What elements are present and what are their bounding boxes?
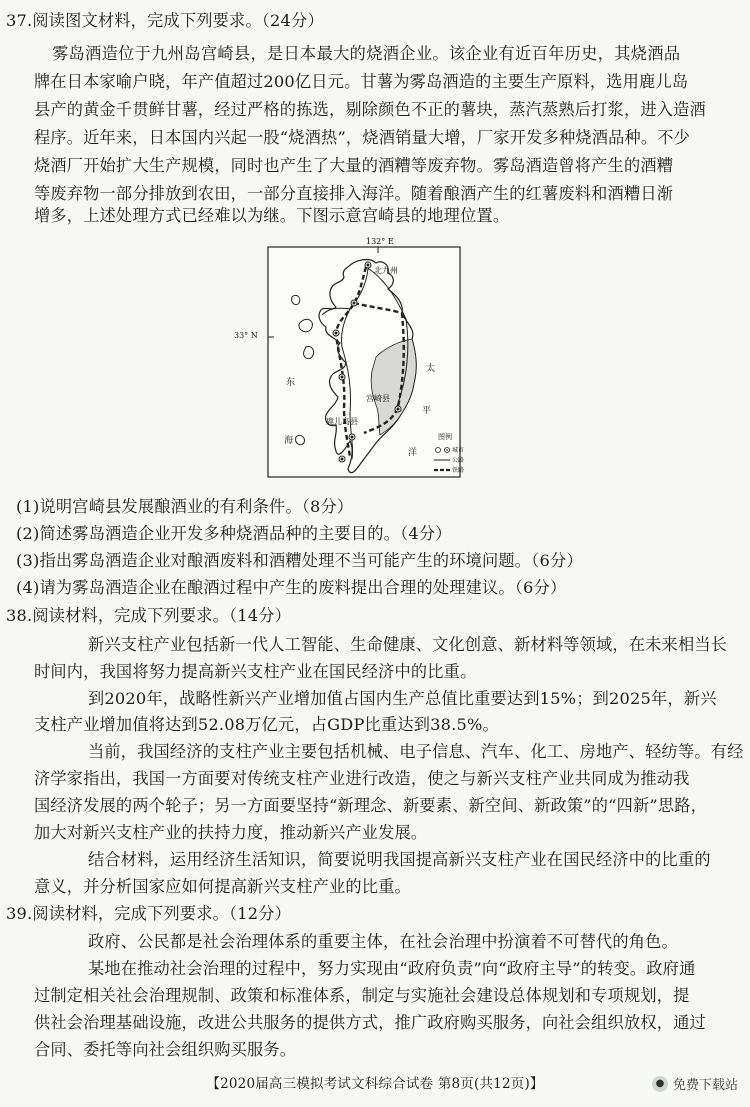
watermark: [652, 1074, 738, 1093]
q38-line-4: 支柱产业增加值将达到52.08万亿元，占GDP比重达到38.5%。: [34, 715, 499, 734]
q38-line-9: 结合材料，运用经济生活知识，简要说明我国提高新兴支柱产业在国民经济中的比重的: [88, 850, 711, 869]
q37-line-2: 牌在日本家喻户晓，年产值超过200亿日元。甘薯为雾岛酒造的主要生产原料，选用鹿儿岛: [34, 72, 689, 91]
q38-line-10: 意义，并分析国家应如何提高新兴支柱产业的比重。: [34, 877, 411, 896]
q37-sub-4: (4)请为雾岛酒造企业在酿酒过程中产生的废料提出合理的处理建议。（6分）: [16, 578, 567, 597]
q37-line-3: 县产的黄金千贯鲜甘薯，经过严格的拣选，剔除颜色不正的薯块，蒸汽蒸熟后打浆，进入造酒: [34, 100, 706, 119]
label-pacific-3: 洋: [408, 448, 418, 458]
svg-text:铁路: 铁路: [452, 467, 465, 474]
q38-line-6: 济学家指出，我国一方面要对传统支柱产业进行改造，使之与新兴支柱产业共同成为推动我: [34, 769, 690, 788]
lat-label: 33° N: [234, 331, 258, 340]
label-pacific-1: 太: [426, 364, 436, 374]
q38-line-5: 当前，我国经济的支柱产业主要包括机械、电子信息、汽车、化工、房地产、轻纺等。有经: [88, 742, 744, 761]
q39-line-5: 合同、委托等向社会组织购买服务。: [34, 1040, 297, 1059]
q37-line-4: 程序。近年来，日本国内兴起一股“烧酒热”，烧酒销量大增，厂家开发多种烧酒品种。不少: [34, 128, 691, 147]
q37-line-6: 等废弃物一部分排放到农田，一部分直接排入海洋。随着酿酒产生的红薯废料和酒糟日渐: [34, 184, 674, 203]
label-kitakyushu: 北九州: [374, 266, 398, 275]
q37-line-5: 烧酒厂开始扩大生产规模，同时也产生了大量的酒糟等废弃物。雾岛酒造曾将产生的酒糟: [34, 156, 674, 175]
q37-line-7: 增多，上述处理方式已经难以为继。下图示意宫崎县的地理位置。: [34, 206, 510, 225]
wechat-icon: ●: [652, 1076, 668, 1092]
lon-label: 132° E: [366, 237, 394, 246]
q39-heading: 39.阅读材料，完成下列要求。（12分）: [6, 904, 292, 923]
page-footer: 【2020届高三模拟考试文科综合试卷 第8页(共12页)】: [206, 1076, 544, 1092]
q39-line-1: 政府、公民都是社会治理体系的重要主体，在社会治理中扮演着不可替代的角色。: [88, 932, 678, 951]
label-miyazaki: 宫崎县: [366, 394, 390, 403]
svg-text:图例: 图例: [438, 433, 452, 441]
watermark-text: 免费下载站: [672, 1078, 738, 1093]
svg-text:公路: 公路: [452, 457, 465, 464]
label-pacific-2: 平: [422, 406, 432, 416]
q37-heading: 37.阅读图文材料，完成下列要求。（24分）: [6, 11, 324, 30]
label-east-sea-1: 东: [286, 378, 296, 388]
q38-heading: 38.阅读材料，完成下列要求。（14分）: [6, 606, 292, 625]
q39-line-3: 过制定相关社会治理规制、政策和标准体系，制定与实施社会建设总体规划和专项规划，提: [34, 986, 690, 1005]
miyazaki-location-map: [234, 237, 476, 482]
q37-line-1: 雾岛酒造位于九州岛宫崎县，是日本最大的烧酒企业。该企业有近百年历史，其烧酒品: [52, 44, 681, 63]
q39-line-2: 某地在推动社会治理的过程中，努力实现由“政府负责”向“政府主导”的转变。政府通: [88, 959, 696, 978]
q38-line-3: 到2020年，战略性新兴产业增加值占国内生产总值比重要达到15%；到2025年，新兴: [88, 689, 717, 708]
q37-sub-3: (3)指出雾岛酒造企业对酿酒废料和酒糟处理不当可能产生的环境问题。（6分）: [16, 551, 583, 570]
q38-line-2: 时间内，我国将努力提高新兴支柱产业在国民经济中的比重。: [34, 662, 477, 681]
label-east-sea-2: 海: [284, 436, 294, 446]
q38-line-1: 新兴支柱产业包括新一代人工智能、生命健康、文化创意、新材料等领域，在未来相当长: [88, 635, 728, 654]
q38-line-7: 国经济发展的两个轮子；另一方面要坚持“新理念、新要素、新空间、新政策”的“四新”思路，: [34, 796, 708, 815]
q39-line-4: 供社会治理基础设施，改进公共服务的提供方式，推广政府购买服务，向社会组织放权，通过: [34, 1013, 706, 1032]
svg-text:城市: 城市: [452, 447, 465, 454]
label-kagoshima: 鹿儿岛县: [326, 417, 358, 426]
q37-sub-2: (2)简述雾岛酒造企业开发多种烧酒品种的主要目的。（4分）: [16, 524, 452, 543]
q37-sub-1: (1)说明宫崎县发展酿酒业的有利条件。（8分）: [16, 497, 354, 516]
q38-line-8: 加大对新兴支柱产业的扶持力度，推动新兴产业发展。: [34, 823, 428, 842]
